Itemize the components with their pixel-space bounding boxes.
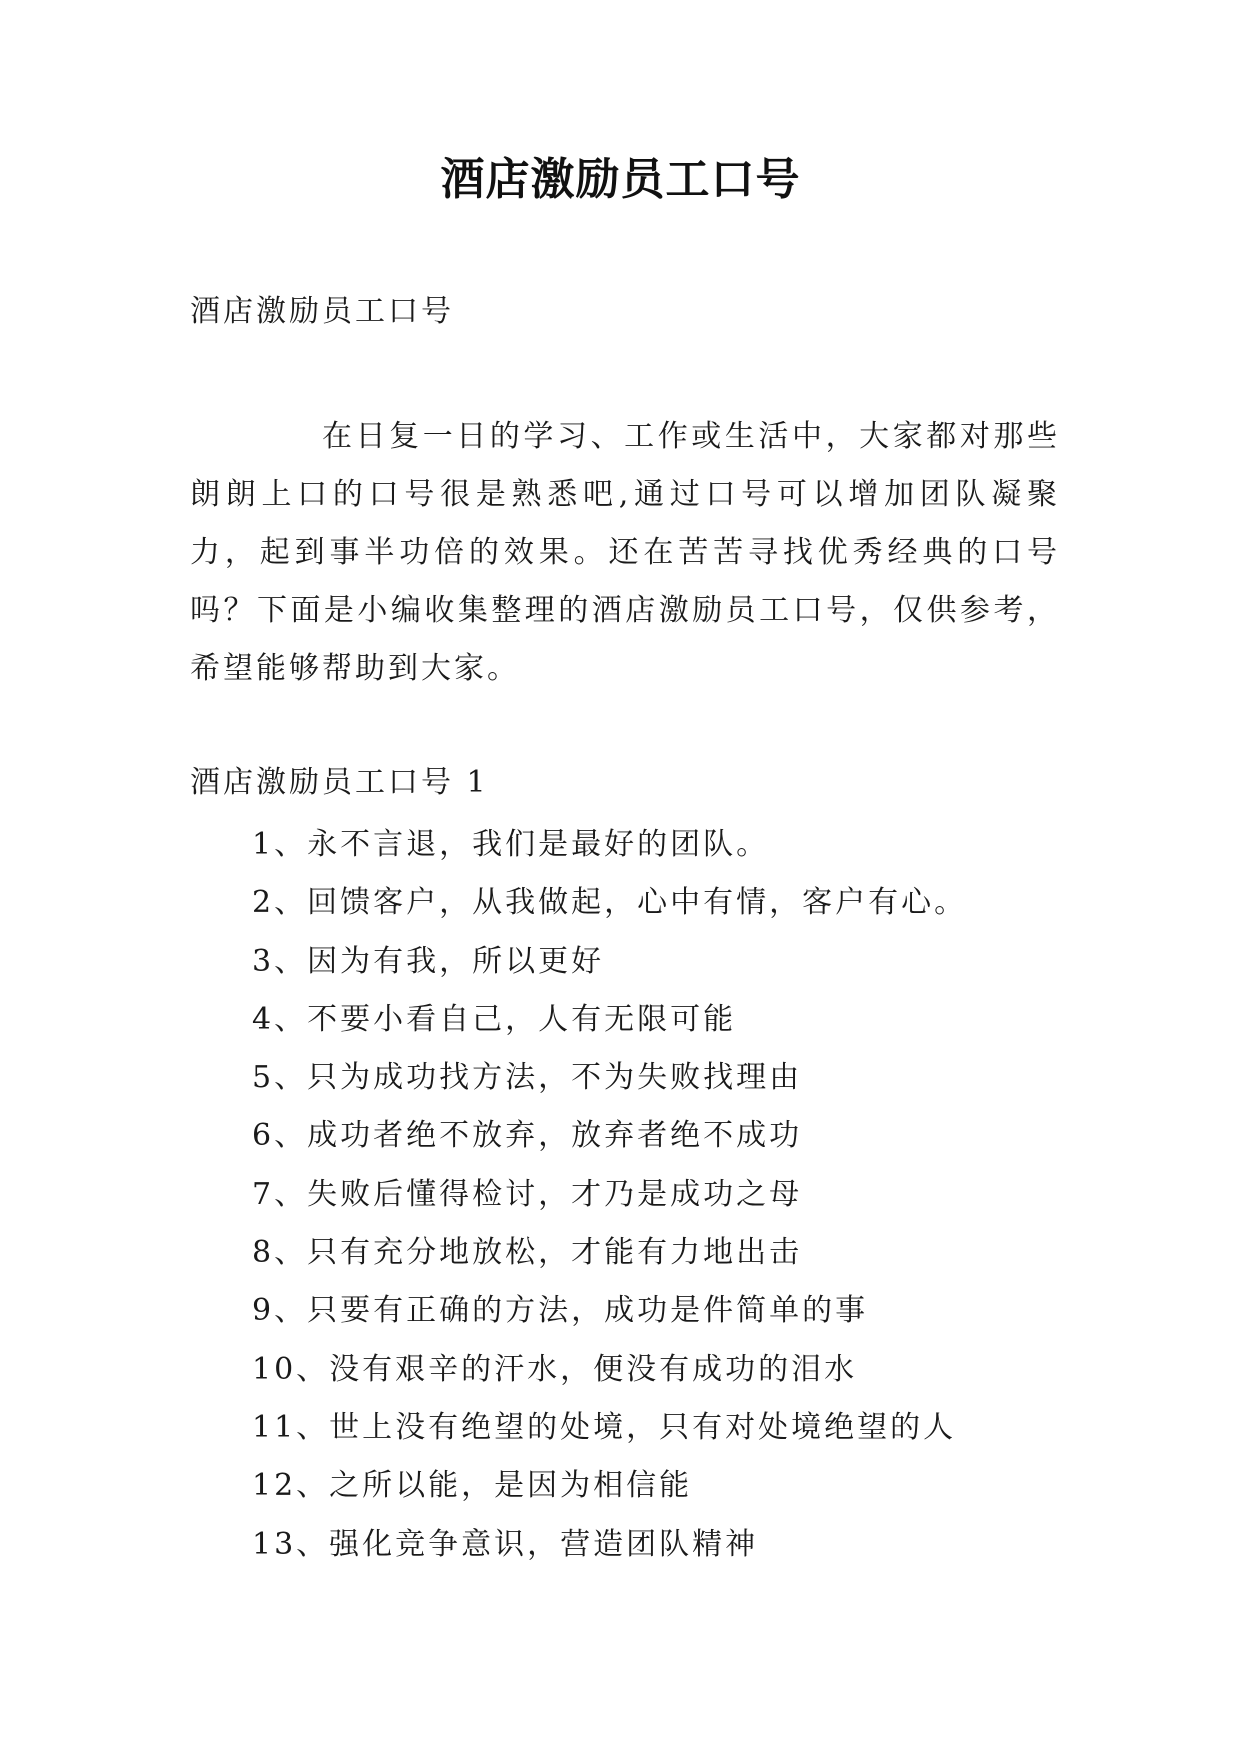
section-heading: 酒店激励员工口号 1 xyxy=(190,765,489,800)
list-item: 4、不要小看自己，人有无限可能 xyxy=(252,1001,737,1037)
list-item: 10、没有艰辛的汗水，便没有成功的泪水 xyxy=(252,1351,858,1387)
list-item: 6、成功者绝不放弃，放弃者绝不成功 xyxy=(252,1118,803,1154)
list-item: 5、只为成功找方法，不为失败找理由 xyxy=(252,1060,803,1096)
list-item: 12、之所以能，是因为相信能 xyxy=(252,1468,693,1504)
list-item: 11、世上没有绝望的处境，只有对处境绝望的人 xyxy=(252,1409,957,1445)
document-title: 酒店激励员工口号 xyxy=(440,154,801,205)
document-subtitle: 酒店激励员工口号 xyxy=(190,294,454,329)
list-item: 7、失败后懂得检讨，才乃是成功之母 xyxy=(252,1176,803,1212)
list-item: 9、只要有正确的方法，成功是件简单的事 xyxy=(252,1293,869,1329)
list-item: 13、强化竞争意识，营造团队精神 xyxy=(252,1526,759,1562)
intro-paragraph: 在日复一日的学习、工作或生活中，大家都对那些朗朗上口的口号很是熟悉吧,通过口号可以增加团队凝聚力，起到事半功倍的效果。还在苦苦寻找优秀经典的口号吗？下面是小编收集整理的酒店激励员工口号，仅供参考，希望能够帮助到大家。 xyxy=(190,419,1060,686)
list-item: 1、永不言退，我们是最好的团队。 xyxy=(252,827,770,862)
list-item: 3、因为有我，所以更好 xyxy=(252,943,605,979)
list-item: 8、只有充分地放松，才能有力地出击 xyxy=(252,1235,803,1271)
list-item: 2、回馈客户，从我做起，心中有情，客户有心。 xyxy=(252,885,968,921)
slogan-list xyxy=(252,816,967,1574)
